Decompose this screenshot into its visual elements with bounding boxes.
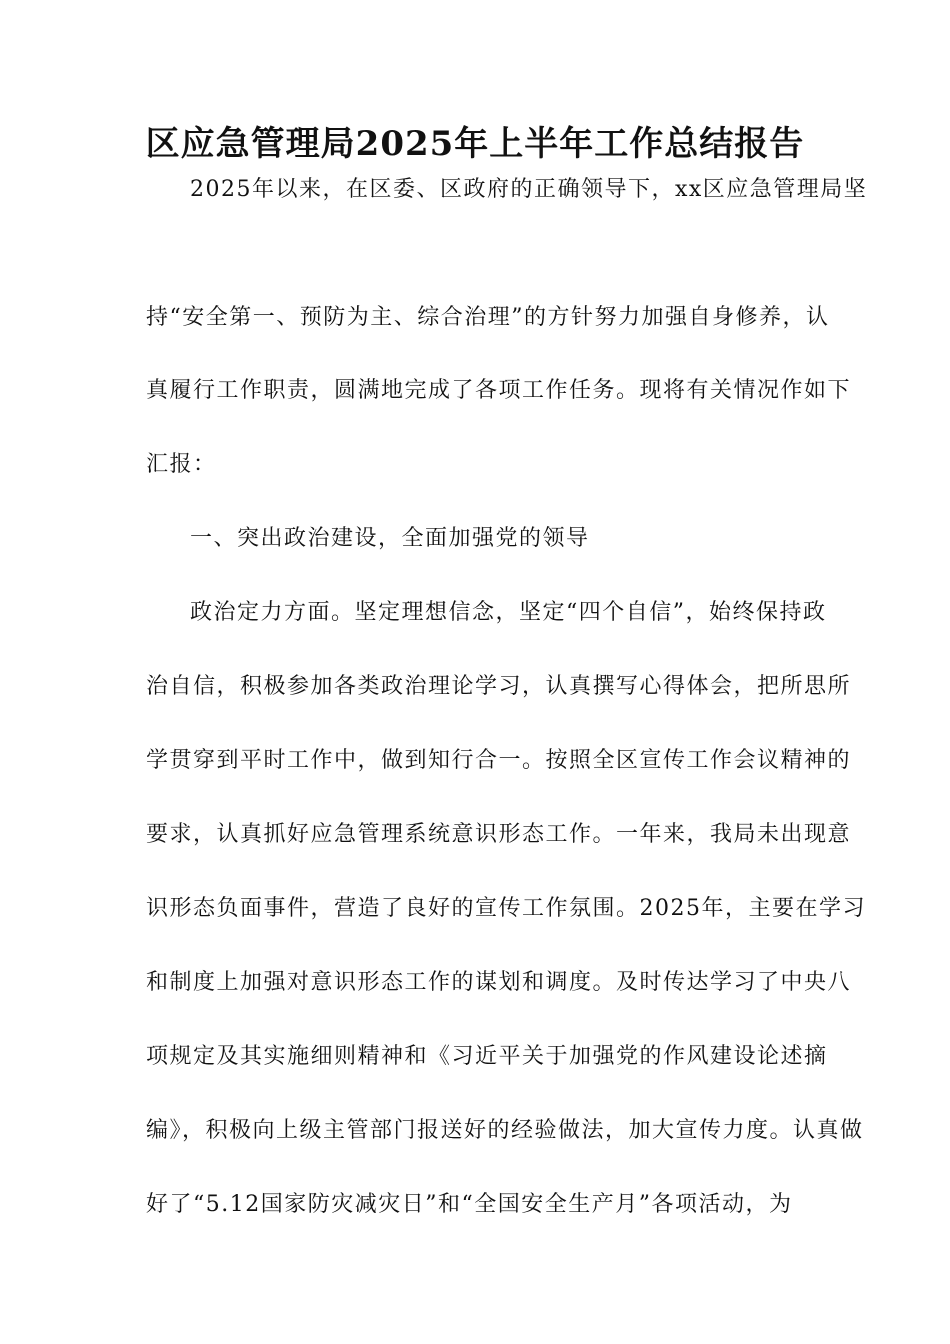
paragraph-line: 和制度上加强对意识形态工作的谋划和调度。及时传达学习了中央八: [146, 970, 852, 995]
paragraph-line: 2025年以来，在区委、区政府的正确领导下，xx区应急管理局坚: [190, 177, 868, 202]
paragraph-line: 持“安全第一、预防为主、综合治理”的方针努力加强自身修养，认: [146, 305, 830, 330]
document-title: 区应急管理局2025年上半年工作总结报告: [145, 124, 805, 164]
paragraph-line: 项规定及其实施细则精神和《习近平关于加强党的作风建设论述摘: [146, 1044, 828, 1069]
section-heading: 一、突出政治建设，全面加强党的领导: [190, 526, 590, 551]
paragraph-line: 要求，认真抓好应急管理系统意识形态工作。一年来，我局未出现意: [146, 822, 852, 847]
paragraph-line: 好了“5.12国家防灾减灾日”和“全国安全生产月”各项活动，为: [146, 1192, 793, 1217]
paragraph-line: 识形态负面事件，营造了良好的宣传工作氛围。2025年，主要在学习: [146, 896, 866, 921]
paragraph-line: 治自信，积极参加各类政治理论学习，认真撰写心得体会，把所思所: [146, 674, 852, 699]
paragraph-line: 学贯穿到平时工作中，做到知行合一。按照全区宣传工作会议精神的: [146, 748, 852, 773]
paragraph-line: 汇报：: [146, 452, 217, 477]
paragraph-line: 真履行工作职责，圆满地完成了各项工作任务。现将有关情况作如下: [146, 378, 852, 403]
paragraph-line: 编》，积极向上级主管部门报送好的经验做法，加大宣传力度。认真做: [146, 1118, 864, 1143]
paragraph-line: 政治定力方面。坚定理想信念，坚定“四个自信”，始终保持政: [190, 600, 827, 625]
